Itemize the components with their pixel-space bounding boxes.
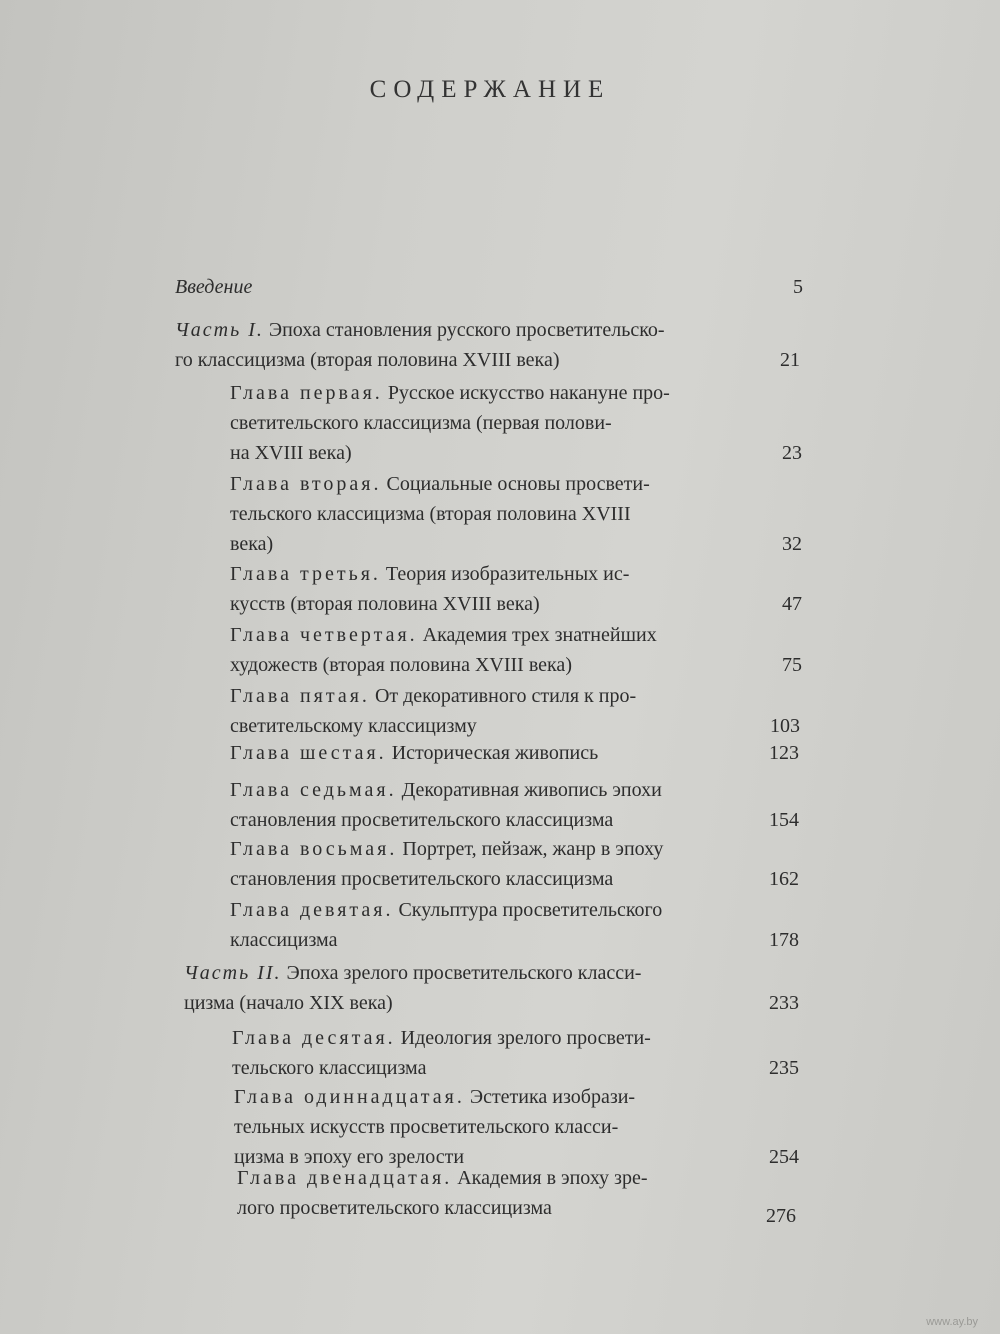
entry-label: Глава десятая.	[232, 1027, 396, 1049]
entry-text-line: Эпоха зрелого просветительского класси-	[281, 962, 642, 984]
entry-label: Глава восьмая.	[230, 838, 398, 860]
entry-text-line: тельского классицизма	[232, 1057, 427, 1079]
entry-text-line: Академия трех знатнейших	[417, 624, 657, 646]
entry-page-number: 235	[769, 1057, 799, 1079]
toc-entry-chapter-11	[234, 1082, 799, 1172]
entry-page-number: 5	[793, 276, 803, 298]
toc-entry-part-1	[175, 315, 800, 375]
entry-page-number: 254	[769, 1146, 799, 1168]
entry-label: Глава девятая.	[230, 899, 394, 921]
toc-entry-chapter-3	[230, 559, 802, 619]
toc-title: СОДЕРЖАНИЕ	[369, 76, 611, 103]
toc-entry-part-2	[184, 958, 799, 1018]
toc-entry-chapter-9	[230, 895, 799, 955]
toc-entry-chapter-12	[237, 1163, 796, 1227]
toc-entry-chapter-6	[230, 738, 799, 768]
entry-text-line: века)	[230, 533, 274, 555]
entry-text-line: Идеология зрелого просвети-	[395, 1027, 651, 1049]
entry-text-line: Эпоха становления русского просветительско-	[263, 319, 665, 341]
entry-page-number: 162	[769, 868, 799, 890]
entry-page-number: 47	[782, 593, 802, 615]
entry-text-line: Русское искусство накануне про-	[382, 382, 670, 404]
entry-label: Глава шестая.	[230, 742, 387, 764]
entry-text-line: становления просветительского классицизма	[230, 868, 614, 890]
entry-page-number: 75	[782, 654, 802, 676]
entry-text-line: Декоративная живопись эпохи	[396, 779, 662, 801]
entry-label: Глава пятая.	[230, 685, 370, 707]
entry-text-line: художеств (вторая половина XVIII века)	[230, 654, 572, 676]
entry-text-line: тельных искусств просветительского класси-	[234, 1116, 619, 1138]
entry-page-number: 233	[769, 992, 799, 1014]
toc-entry-chapter-4	[230, 620, 802, 680]
entry-text-line: Портрет, пейзаж, жанр в эпоху	[397, 838, 664, 860]
entry-label: Часть I.	[175, 319, 264, 341]
entry-page-number: 178	[769, 929, 799, 951]
toc-entry-chapter-7	[230, 775, 799, 835]
entry-text-line: Историческая живопись	[386, 742, 599, 764]
entry-text-line: От декоративного стиля к про-	[369, 685, 637, 707]
entry-text-line: классицизма	[230, 929, 338, 951]
watermark: www.ay.by	[926, 1316, 978, 1328]
entry-text-line: на XVIII века)	[230, 442, 352, 464]
toc-entry-chapter-1	[230, 378, 802, 468]
entry-text-line: цизма (начало XIX века)	[184, 992, 393, 1014]
toc-entry-chapter-10	[232, 1023, 799, 1083]
entry-text-line: цизма в эпоху его зрелости	[234, 1146, 465, 1168]
entry-page-number: 103	[770, 715, 800, 737]
entry-page-number: 32	[782, 533, 802, 555]
toc-entry-chapter-5	[230, 681, 800, 741]
entry-label: Глава третья.	[230, 563, 381, 585]
entry-label: Глава седьмая.	[230, 779, 397, 801]
toc-entry-chapter-2	[230, 469, 802, 559]
entry-text-line: Скульптура просветительского	[393, 899, 663, 921]
entry-page-number: 154	[769, 809, 799, 831]
entry-text-line: Социальные основы просвети-	[381, 473, 650, 495]
entry-label: Глава первая.	[230, 382, 383, 404]
entry-text-line: тельского классицизма (вторая половина XVIII	[230, 503, 631, 525]
entry-label: Глава двенадцатая.	[237, 1167, 453, 1189]
entry-text-line: Теория изобразительных ис-	[380, 563, 630, 585]
toc-entry-chapter-8	[230, 834, 799, 894]
entry-page-number: 23	[782, 442, 802, 464]
entry-text-line: Эстетика изобрази-	[464, 1086, 636, 1108]
entry-text-line: кусств (вторая половина XVIII века)	[230, 593, 540, 615]
entry-page-number: 21	[780, 349, 800, 371]
entry-page-number: 276	[766, 1205, 796, 1227]
entry-text-line: светительского классицизма (первая полови-	[230, 412, 612, 434]
entry-label: Введение	[175, 276, 253, 298]
entry-text-line: светительскому классицизму	[230, 715, 477, 737]
entry-text-line: го классицизма (вторая половина XVIII века)	[175, 349, 560, 371]
entry-page-number: 123	[769, 742, 799, 764]
entry-label: Часть II.	[184, 962, 282, 984]
entry-label: Глава вторая.	[230, 473, 382, 495]
entry-label: Глава четвертая.	[230, 624, 418, 646]
entry-label: Глава одиннадцатая.	[234, 1086, 465, 1108]
entry-text-line: Академия в эпоху зре-	[452, 1167, 648, 1189]
entry-text-line: становления просветительского классицизма	[230, 809, 614, 831]
entry-text-line: лого просветительского классицизма	[237, 1197, 552, 1219]
toc-entry-intro	[175, 272, 803, 302]
